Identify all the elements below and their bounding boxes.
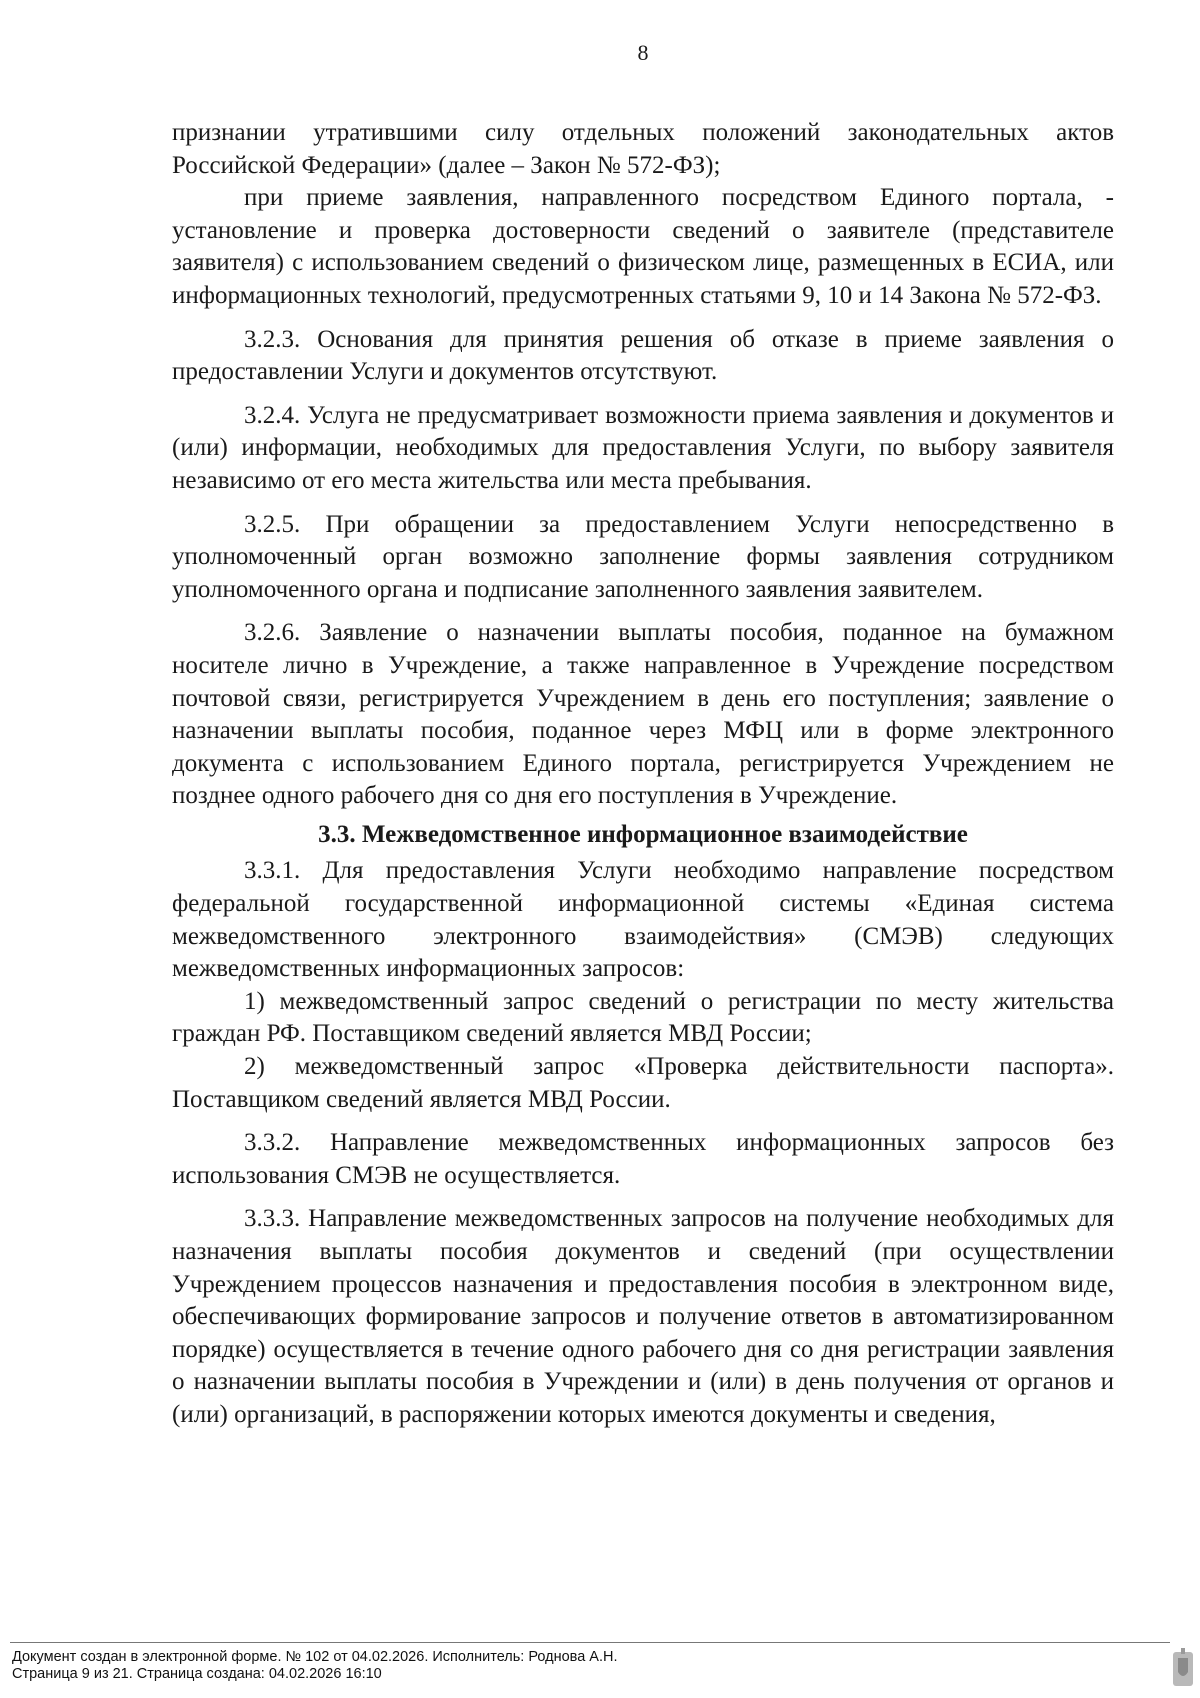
paragraph: 3.2.5. При обращении за предоставлением Услуги непосредственно в уполномоченный орган возможно заполнение формы заявления сотрудником уполномоченного органа и подписание заполненного заявления заявителем. xyxy=(172,510,1114,603)
paragraph: 3.2.3. Основания для принятия решения об отказе в приеме заявления о предоставлении Услуги и документов отсутствуют. xyxy=(172,325,1114,386)
paragraph: 1) межведомственный запрос сведений о регистрации по месту жительства граждан РФ. Поставщиком сведений является МВД России; xyxy=(172,987,1114,1048)
coat-of-arms-icon xyxy=(1172,1648,1194,1688)
paragraphs-before-heading xyxy=(172,117,1114,813)
section-heading: 3.3. Межведомственное информационное взаимодействие xyxy=(318,820,968,848)
paragraph: 3.2.6. Заявление о назначении выплаты пособия, поданное на бумажном носителе лично в Учреждение, а также направленное в Учреждение посредством почтовой связи, регистрируется Учреждением в день его поступления; заявление о назначении выплаты пособия, поданное через МФЦ или в форме электронного документа с использованием Единого портала, регистрируется Учреждением не позднее одного рабочего дня со дня его поступления в Учреждение. xyxy=(172,619,1114,810)
paragraph: 2) межведомственный запрос «Проверка действительности паспорта». Поставщиком сведений является МВД России. xyxy=(172,1053,1114,1113)
paragraph: признании утратившими силу отдельных положений законодательных актов Российской Федерации» (далее – Закон № 572-ФЗ); xyxy=(172,119,1114,179)
page-number: 8 xyxy=(637,40,649,65)
paragraph: 3.3.3. Направление межведомственных запросов на получение необходимых для назначения выплаты пособия документов и сведений (при осуществлении Учреждением процессов назначения и предоставления пособия в электронном виде, обеспечивающих формирование запросов и получение ответов в автоматизированном порядке) осуществляется в течение одного рабочего дня со дня регистрации заявления о назначении выплаты пособия в Учреждении и (или) в день получения от органов и (или) организаций, в распоряжении которых имеются документы и сведения, xyxy=(172,1205,1114,1428)
paragraphs-after-heading xyxy=(172,855,1114,1431)
footer-line-1: Документ создан в электронной форме. № 102 от 04.02.2026. Исполнитель: Роднова А.Н. xyxy=(12,1649,618,1665)
footer-line-2: Страница 9 из 21. Страница создана: 04.02.2026 16:10 xyxy=(12,1666,382,1682)
paragraph: 3.3.2. Направление межведомственных информационных запросов без использования СМЭВ не осуществляется. xyxy=(172,1129,1114,1189)
paragraph: 3.3.1. Для предоставления Услуги необходимо направление посредством федеральной государственной информационной системы «Единая система межведомственного электронного взаимодействия» (СМЭВ) следующих межведомственных информационных запросов: xyxy=(172,857,1114,983)
document-body xyxy=(172,117,1114,1432)
paragraph: при приеме заявления, направленного посредством Единого портала, - установление и проверка достоверности сведений о заявителе (представителе заявителя) с использованием сведений о физическом лице, размещенных в ЕСИА, или информационных технологий, предусмотренных статьями 9, 10 и 14 Закона № 572-ФЗ. xyxy=(172,184,1114,309)
document-footer xyxy=(12,1649,618,1683)
paragraph: 3.2.4. Услуга не предусматривает возможности приема заявления и документов и (или) информации, необходимых для предоставления Услуги, по выбору заявителя независимо от его места жительства или места пребывания. xyxy=(172,401,1114,494)
footer-divider xyxy=(10,1642,1170,1643)
